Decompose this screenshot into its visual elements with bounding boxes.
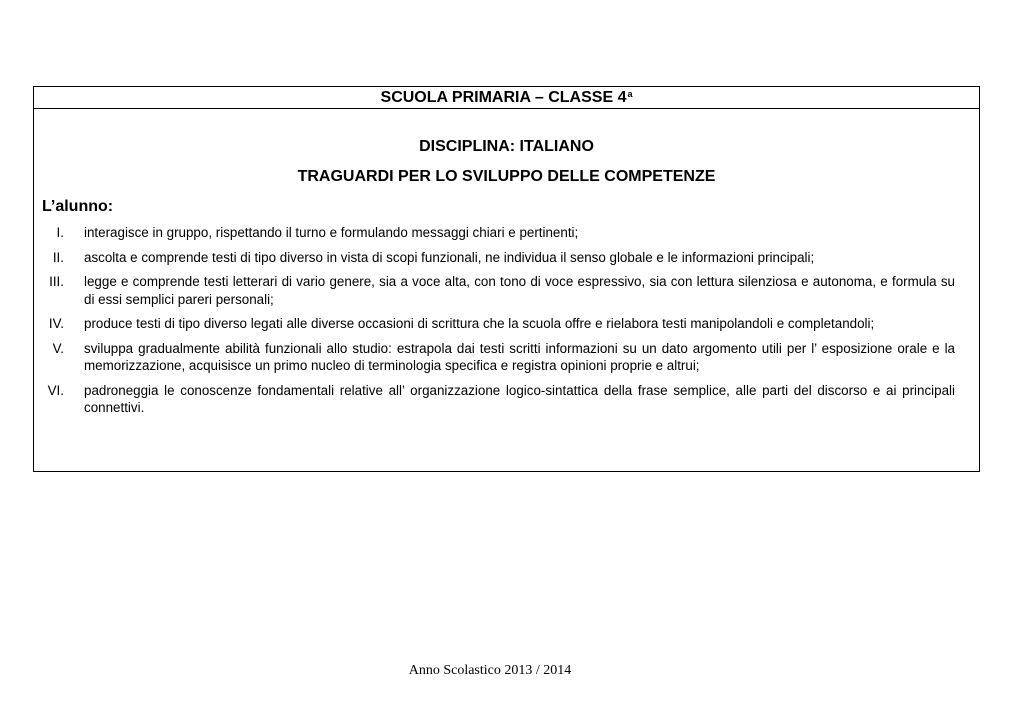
item-number: V.	[52, 340, 64, 356]
list-item	[34, 224, 979, 242]
list-item	[34, 273, 979, 308]
list-item	[34, 315, 979, 333]
item-text: legge e comprende testi letterari di vario genere, sia a voce alta, con tono di voce espressivo, sia con lettura silenziosa e autonoma, e formula su di essi semplici pareri personali;	[84, 274, 955, 307]
item-text: ascolta e comprende testi di tipo diverso in vista di scopi funzionali, ne individua il senso globale e le informazioni principali;	[84, 249, 815, 265]
header-superscript: a	[627, 89, 633, 99]
item-number: I.	[56, 225, 64, 240]
discipline-heading: DISCIPLINA: ITALIANO	[419, 138, 594, 155]
item-text: produce testi di tipo diverso legati alle diverse occasioni di scrittura che la scuola offre e rielabora testi manipolandoli e completandoli;	[84, 316, 875, 331]
table-header	[34, 87, 979, 109]
competence-table	[33, 86, 980, 472]
page-footer: Anno Scolastico 2013 / 2014	[408, 663, 572, 678]
list-item	[34, 382, 979, 417]
item-text: sviluppa gradualmente abilità funzionali allo studio: estrapola dai testi scritti informazioni su un dato argomento utili per l’ esposizione orale e la memorizzazione, acquisisce un primo nucleo di terminologia specifica e registra opinioni proprie e altrui;	[84, 340, 955, 373]
goals-list	[34, 224, 979, 424]
item-text: interagisce in gruppo, rispettando il turno e formulando messaggi chiari e pertinenti;	[84, 225, 579, 240]
item-text: padroneggia le conoscenze fondamentali relative all’ organizzazione logico-sintattica della frase semplice, alle parti del discorso e ai principali connettivi.	[84, 382, 955, 415]
section-title: TRAGUARDI PER LO SVILUPPO DELLE COMPETENZE	[297, 168, 716, 185]
list-item	[34, 340, 979, 375]
list-item	[34, 249, 979, 267]
item-number: IV.	[48, 316, 64, 331]
item-number: VI.	[47, 382, 64, 398]
subject-label: L’alunno:	[42, 198, 114, 215]
header-title: SCUOLA PRIMARIA – CLASSE 4	[380, 89, 627, 106]
item-number: III.	[49, 274, 64, 289]
item-number: II.	[52, 249, 64, 265]
